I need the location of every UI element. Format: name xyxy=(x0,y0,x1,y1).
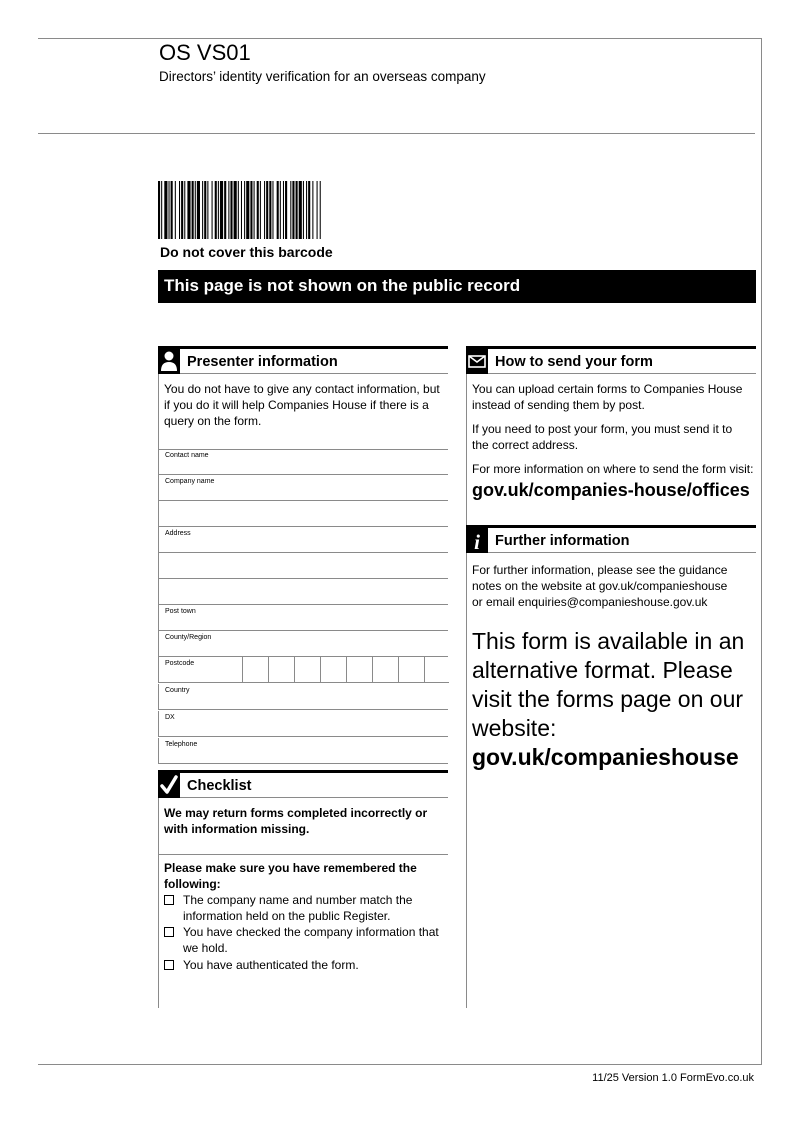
checklist-prompt: Please make sure you have remembered the following: xyxy=(164,861,417,891)
postcode-box[interactable] xyxy=(398,657,423,683)
offices-link[interactable]: gov.uk/companies-house/offices xyxy=(472,480,750,500)
address-field-line2[interactable] xyxy=(158,553,448,579)
barcode-bar xyxy=(230,181,232,239)
barcode-bar xyxy=(241,181,242,239)
barcode-bar xyxy=(175,181,176,239)
barcode-bar xyxy=(197,181,200,239)
envelope-icon xyxy=(466,349,488,374)
checkbox[interactable] xyxy=(164,960,174,970)
header-rule xyxy=(38,133,755,134)
barcode-bar xyxy=(187,181,190,239)
county-region-label: County/Region xyxy=(165,634,212,641)
telephone-label: Telephone xyxy=(165,741,198,748)
right-column-border xyxy=(466,374,467,1008)
barcode-bar xyxy=(181,181,183,239)
barcode-bar xyxy=(299,181,302,239)
postcode-box[interactable] xyxy=(268,657,293,683)
barcode-bar xyxy=(280,181,281,239)
barcode-bar xyxy=(220,181,223,239)
top-rule xyxy=(38,38,762,39)
send-paragraph-3: For more information on where to send the form visit: xyxy=(472,462,754,476)
companieshouse-link[interactable]: gov.uk/companieshouse xyxy=(472,744,739,770)
barcode-bar xyxy=(320,181,321,239)
svg-text:i: i xyxy=(474,530,480,553)
barcode-bar xyxy=(161,181,162,239)
barcode-bar xyxy=(169,181,170,239)
barcode-bar xyxy=(272,181,273,239)
barcode-bar xyxy=(292,181,294,239)
checklist-item-text: The company name and number match the information held on the public Register. xyxy=(183,893,413,923)
checklist-item-text: You have authenticated the form. xyxy=(183,958,359,972)
checklist-divider xyxy=(158,854,448,855)
barcode-bar xyxy=(264,181,265,239)
post-town-field[interactable] xyxy=(158,605,448,631)
form-code: OS VS01 xyxy=(159,40,251,65)
info-icon xyxy=(466,528,488,553)
barcode-bar xyxy=(234,181,237,239)
public-record-banner xyxy=(158,270,756,303)
footer-version: 11/25 Version 1.0 xyxy=(592,1072,677,1084)
barcode-bar xyxy=(238,181,239,239)
postcode-box[interactable] xyxy=(424,657,449,683)
barcode-bar xyxy=(158,181,160,239)
barcode-bar xyxy=(192,181,194,239)
company-name-field[interactable] xyxy=(158,475,448,501)
send-panel-header xyxy=(466,346,756,374)
checkmark-icon xyxy=(158,773,180,798)
barcode xyxy=(158,181,440,239)
send-panel-title: How to send your form xyxy=(495,354,653,370)
checklist-item-text: You have checked the company information that we hold. xyxy=(183,925,439,955)
barcode-bar xyxy=(257,181,259,239)
send-paragraph-2: If you need to post your form, you must send it to the correct address. xyxy=(472,422,733,452)
barcode-bar xyxy=(277,181,279,239)
presenter-panel-title: Presenter information xyxy=(187,354,338,370)
contact-name-label: Contact name xyxy=(165,452,209,459)
presenter-intro: You do not have to give any contact information, but if you do it will help Companies House if there is a query on the form. xyxy=(164,382,440,428)
dx-field[interactable] xyxy=(158,711,448,737)
checklist-warning: We may return forms completed incorrectly or with information missing. xyxy=(164,806,428,836)
barcode-bar xyxy=(195,181,196,239)
post-town-label: Post town xyxy=(165,608,196,615)
further-panel-header xyxy=(466,525,756,553)
checklist-panel-title: Checklist xyxy=(187,778,252,794)
public-record-banner-text: This page is not shown on the public record xyxy=(164,276,521,295)
alternative-format-notice xyxy=(472,627,772,772)
right-border xyxy=(761,38,762,1065)
barcode-bar xyxy=(218,181,219,239)
postcode-box[interactable] xyxy=(346,657,371,683)
form-title: Directors’ identity verification for an overseas company xyxy=(159,69,486,84)
checkbox[interactable] xyxy=(164,895,174,905)
barcode-bar xyxy=(246,181,249,239)
barcode-bar xyxy=(184,181,185,239)
barcode-bar xyxy=(224,181,226,239)
barcode-bar xyxy=(179,181,180,239)
checklist-panel-header xyxy=(158,770,448,798)
further-line-3: or email enquiries@companieshouse.gov.uk xyxy=(472,595,708,609)
barcode-bar xyxy=(285,181,287,239)
footer-brand: FormEvo.co.uk xyxy=(680,1072,754,1084)
checkbox[interactable] xyxy=(164,927,174,937)
bottom-rule xyxy=(38,1064,762,1065)
contact-name-field[interactable] xyxy=(158,449,448,475)
further-line-2: notes on the website at gov.uk/companieshouse xyxy=(472,579,728,593)
postcode-box[interactable] xyxy=(320,657,345,683)
postcode-box[interactable] xyxy=(294,657,319,683)
alternative-format-text: This form is available in an alternative format. Please visit the forms page on our website: xyxy=(472,628,745,741)
checklist-panel-left-border xyxy=(158,798,159,1008)
country-label: Country xyxy=(165,687,190,694)
barcode-note: Do not cover this barcode xyxy=(160,244,333,260)
barcode-bar xyxy=(290,181,291,239)
company-name-field-line2[interactable] xyxy=(158,501,448,527)
barcode-bar xyxy=(306,181,307,239)
presenter-panel-left-border xyxy=(158,374,159,450)
barcode-bar xyxy=(228,181,229,239)
barcode-bar xyxy=(164,181,167,239)
further-line-1: For further information, please see the guidance xyxy=(472,563,728,577)
barcode-bar xyxy=(171,181,173,239)
country-field[interactable] xyxy=(158,684,448,710)
barcode-bar xyxy=(260,181,261,239)
barcode-bar xyxy=(250,181,252,239)
footer xyxy=(560,1071,754,1085)
barcode-bar xyxy=(296,181,298,239)
barcode-bar xyxy=(317,181,318,239)
barcode-bar xyxy=(202,181,203,239)
person-icon xyxy=(158,349,180,374)
telephone-field[interactable] xyxy=(158,738,448,764)
postcode-box[interactable] xyxy=(242,657,267,683)
county-region-field[interactable] xyxy=(158,631,448,657)
barcode-bar xyxy=(204,181,206,239)
barcode-bar xyxy=(254,181,255,239)
barcode-bar xyxy=(308,181,310,239)
barcode-bar xyxy=(244,181,245,239)
barcode-bar xyxy=(215,181,217,239)
postcode-label: Postcode xyxy=(165,660,195,667)
barcode-bar xyxy=(269,181,271,239)
further-panel-title: Further information xyxy=(495,533,630,549)
presenter-panel-header xyxy=(158,346,448,374)
address-label: Address xyxy=(165,530,191,537)
barcode-bar xyxy=(312,181,313,239)
dx-label: DX xyxy=(165,714,175,721)
send-paragraph-1: You can upload certain forms to Companies House instead of sending them by post. xyxy=(472,382,743,412)
address-field-line3[interactable] xyxy=(158,579,448,605)
barcode-bar xyxy=(283,181,284,239)
barcode-bar xyxy=(266,181,268,239)
barcode-bar xyxy=(207,181,208,239)
address-field[interactable] xyxy=(158,527,448,553)
barcode-bar xyxy=(303,181,304,239)
postcode-box[interactable] xyxy=(372,657,397,683)
company-name-label: Company name xyxy=(165,478,215,485)
barcode-bar xyxy=(212,181,213,239)
